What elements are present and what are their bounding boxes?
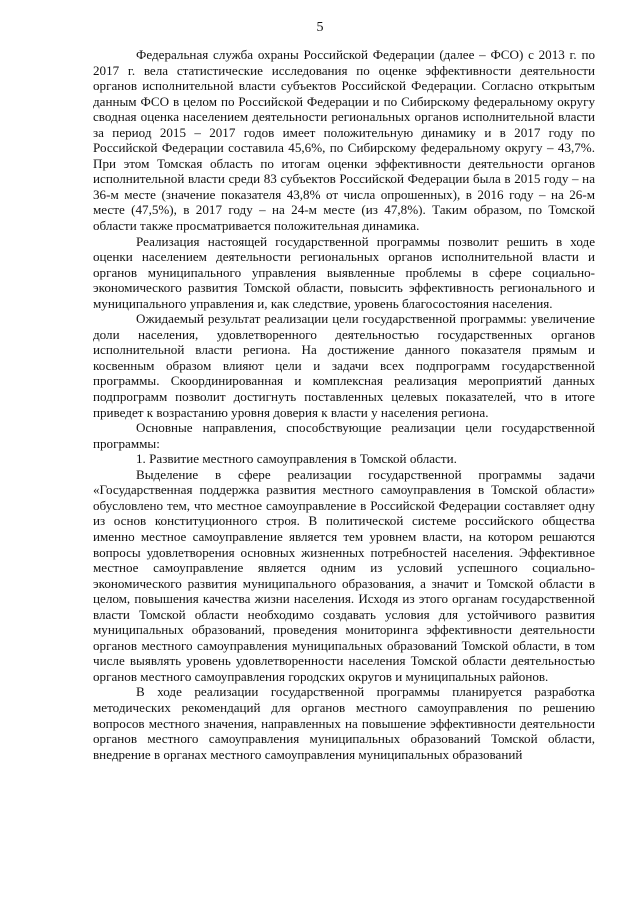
paragraph-fso-survey: Федеральная служба охраны Российской Федерации (далее – ФСО) с 2013 г. по 2017 г. вела статистические исследования по оценке эффективности деятельности органов исполнительной власти субъектов Российской Федерации. Согласно открытым данным ФСО в целом по Российской Федерации и по Сибирскому федеральному округу сводная оценка населением деятельности региональных органов исполнительной власти за период 2015 – 2017 годов имеет положительную динамику и в 2017 году по Российской Федерации составила 45,6%, по Сибирскому федеральному округу – 43,7%. При этом Томская область по итогам оценки эффективности деятельности органов исполнительной власти среди 83 субъектов Российской Федерации была в 2015 году – на 36-м месте (значение показателя 43,8% от числа опрошенных), в 2016 году – на 26-м месте (47,5%), в 2017 году – на 24-м месте (из 47,8%). Таким образом, по Томской области также просматривается положительная динамика. (93, 47, 595, 234)
paragraph-direction-1-heading: 1. Развитие местного самоуправления в Томской области. (136, 451, 457, 467)
paragraph-methodical-recommendations: В ходе реализации государственной программы планируется разработка методических рекомендаций для органов местного самоуправления по решению вопросов местного значения, направленных на повышение эффективности деятельности органов местного самоуправления муниципальных образований Томской области, внедрение в органах местного самоуправления муниципальных образований (93, 684, 595, 762)
document-body (93, 47, 595, 762)
paragraph-expected-result: Ожидаемый результат реализации цели государственной программы: увеличение доли населения, удовлетворенного деятельностью государственных органов исполнительной власти региона. На достижение данного показателя прямым и косвенным образом влияют цели и задачи всех подпрограмм государственной программы. Скоординированная и комплексная реализация мероприятий данных подпрограмм позволит достигнуть поставленных целевых показателей, что в итоге приведет к возрастанию уровня доверия к власти у населения региона. (93, 311, 595, 420)
page-number: 5 (316, 20, 324, 35)
paragraph-program-implementation: Реализация настоящей государственной программы позволит решить в ходе оценки населением деятельности региональных органов исполнительной власти и органов муниципального управления выявленные проблемы в сфере социально-экономического развития Томской области, повысить эффективность регионального и муниципального управления и, как следствие, уровень благосостояния населения. (93, 233, 595, 311)
paragraph-main-directions: Основные направления, способствующие реализации цели государственной программы: (93, 420, 595, 451)
paragraph-local-self-government: Выделение в сфере реализации государственной программы задачи «Государственная поддержка развития местного самоуправления в Томской области» обусловлено тем, что местное самоуправление в Российской Федерации составляет одну из основ конституционного строя. В политической системе российского общества именно местное самоуправление является тем уровнем власти, на котором решаются вопросы удовлетворения основных жизненных потребностей населения. Эффективное местное самоуправление является одним из условий успешного социально-экономического развития муниципального образования, а значит и Томской области в целом, повышения качества жизни населения. Исходя из этого органам государственной власти Томской области необходимо создавать условия для устойчивого развития муниципальных образований, проведения мониторинга эффективности деятельности органов местного самоуправления муниципальных образований Томской области, в том числе выявлять уровень удовлетворенности населения Томской области деятельностью органов местного самоуправления городских округов и муниципальных районов. (93, 466, 595, 684)
